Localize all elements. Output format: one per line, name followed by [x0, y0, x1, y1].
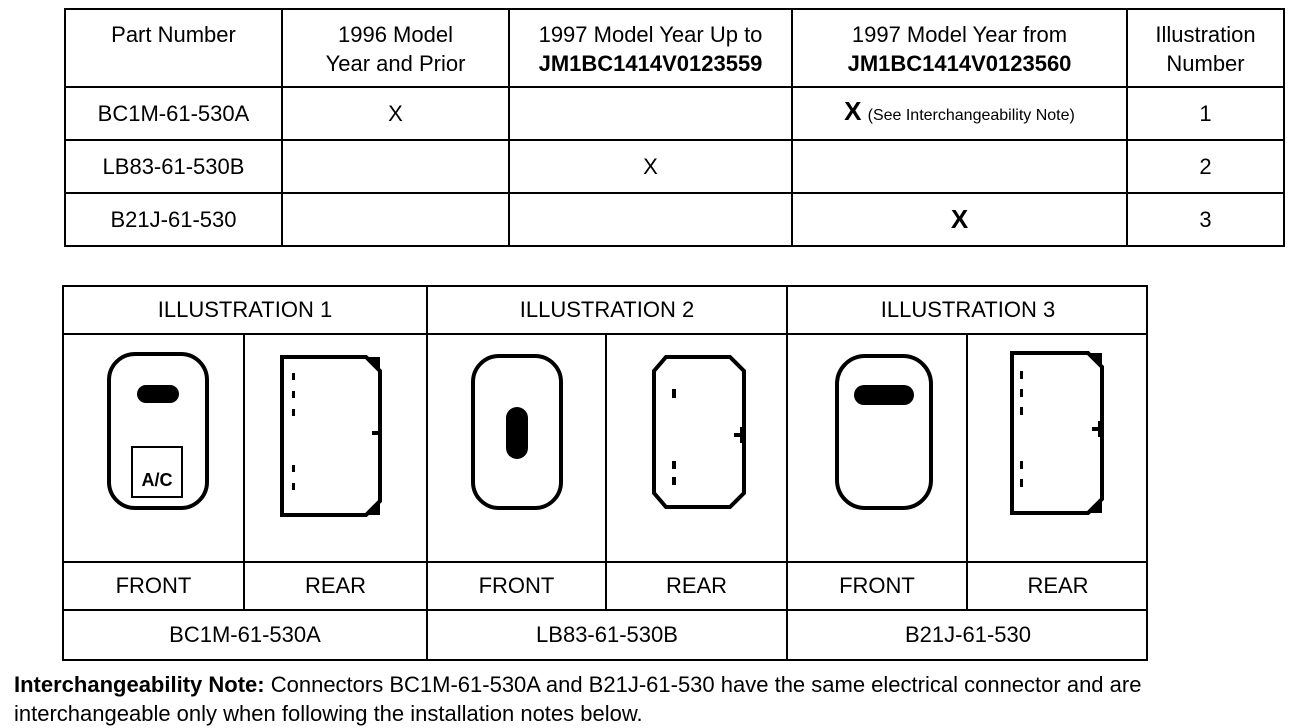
illustration-3-title: ILLUSTRATION 3 — [880, 297, 1056, 322]
table-row — [65, 193, 1284, 246]
header-1997-from: 1997 Model Year from JM1BC1414V0123560 — [792, 9, 1127, 87]
illustration-1-title: ILLUSTRATION 1 — [157, 297, 333, 322]
rear-label: REAR — [665, 573, 728, 598]
cell-illustration: 3 — [1127, 193, 1284, 246]
cell-1997-from — [792, 140, 1127, 193]
connector-rear-3 — [1008, 349, 1108, 519]
cell-part: BC1M-61-530A — [65, 87, 282, 140]
cell-1997-from: X — [792, 193, 1127, 246]
table-header-row — [65, 9, 1284, 87]
part-compatibility-table — [64, 8, 1285, 247]
note-text: Connectors BC1M-61-530A and B21J-61-530 have the same electrical connector and are interchangeable only when following the installation notes below. — [14, 672, 1142, 726]
cell-illustration: 1 — [1127, 87, 1284, 140]
illustration-grid — [62, 285, 1148, 661]
header-part-number: Part Number — [65, 9, 282, 87]
cell-part: LB83-61-530B — [65, 140, 282, 193]
illustration-2-part: LB83-61-530B — [536, 622, 678, 647]
cell-illustration: 2 — [1127, 140, 1284, 193]
switch-front-2 — [468, 351, 568, 517]
cell-1996: X — [282, 87, 509, 140]
cell-1997-up-to: X — [509, 140, 792, 193]
cell-part: B21J-61-530 — [65, 193, 282, 246]
header-illustration-number: Illustration Number — [1127, 9, 1284, 87]
switch-front-3 — [832, 351, 938, 517]
front-label: FRONT — [478, 573, 555, 598]
header-1996: 1996 Model Year and Prior — [282, 9, 509, 87]
cell-1996 — [282, 140, 509, 193]
cell-1997-from: X (See Interchangeability Note) — [792, 87, 1127, 140]
note-label: Interchangeability Note: — [14, 672, 265, 697]
rear-label: REAR — [304, 573, 367, 598]
ac-label: A/C — [141, 469, 173, 490]
interchangeability-note — [14, 670, 1304, 728]
cell-1997-up-to — [509, 193, 792, 246]
illustration-1-part: BC1M-61-530A — [169, 622, 321, 647]
connector-rear-1 — [278, 353, 388, 525]
front-label: FRONT — [839, 573, 915, 598]
divider — [64, 333, 1146, 335]
header-1997-up-to: 1997 Model Year Up to JM1BC1414V0123559 — [509, 9, 792, 87]
front-label: FRONT — [115, 573, 192, 598]
connector-rear-2 — [650, 353, 750, 515]
table-row — [65, 140, 1284, 193]
rear-label: REAR — [1027, 573, 1089, 598]
table-row — [65, 87, 1284, 140]
cell-1996 — [282, 193, 509, 246]
illustration-2-title: ILLUSTRATION 2 — [519, 297, 695, 322]
illustration-3-part: B21J-61-530 — [905, 622, 1031, 647]
cell-1997-up-to — [509, 87, 792, 140]
